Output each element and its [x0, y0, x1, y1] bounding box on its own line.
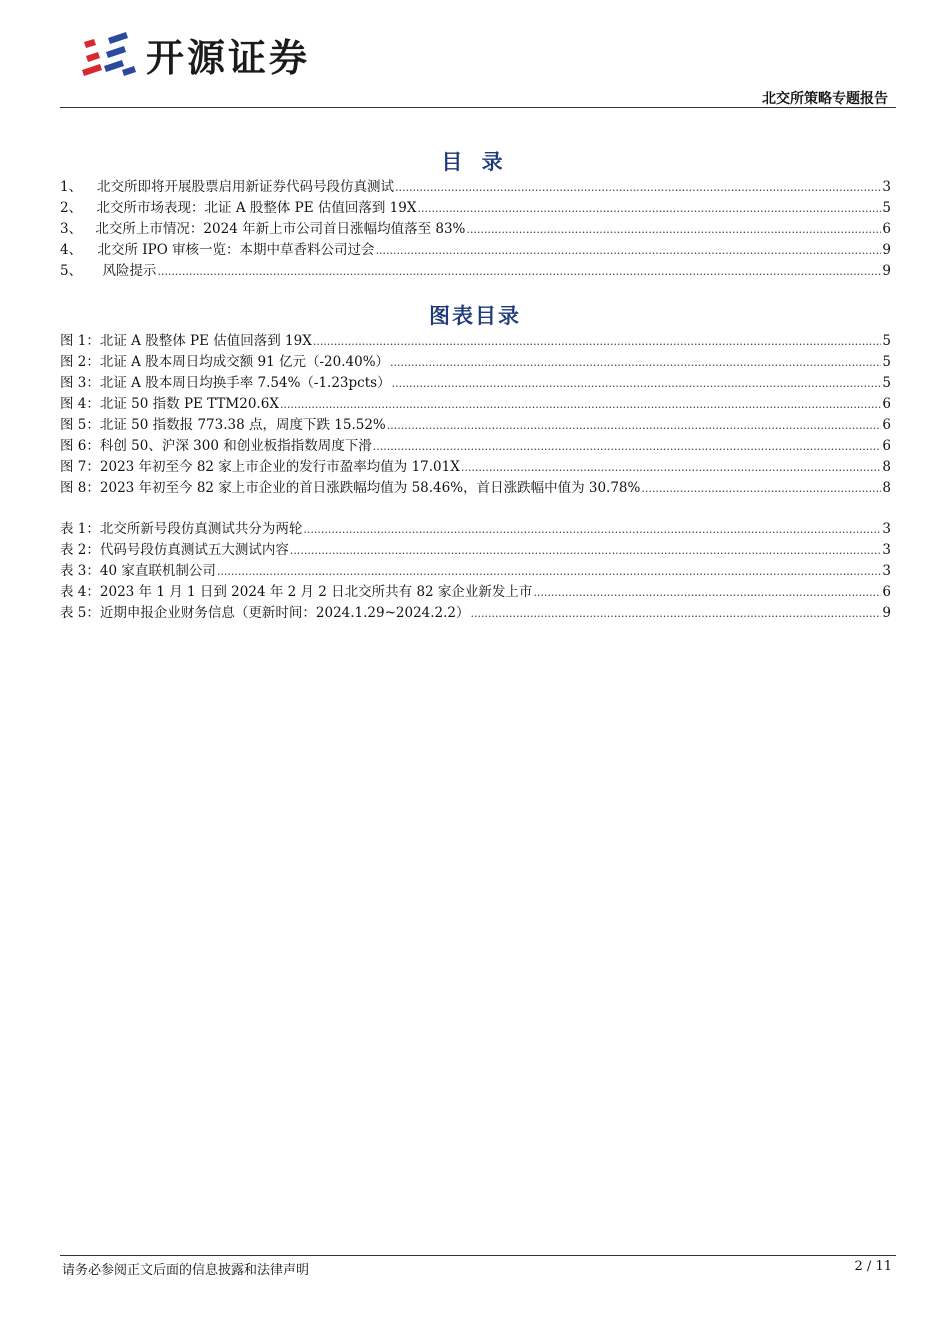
dot-leader — [387, 419, 882, 432]
entry-number: 表 2： — [60, 542, 100, 558]
toc-title: 目 录 — [441, 150, 509, 174]
entry-number: 图 3： — [60, 375, 100, 391]
toc-entry[interactable] — [60, 175, 891, 196]
entry-page-number: 5 — [882, 333, 891, 349]
entry-page-number: 6 — [882, 221, 891, 237]
figure-table-entry[interactable] — [60, 371, 891, 392]
dot-leader — [217, 565, 882, 578]
footer-disclaimer: 请务必参阅正文后面的信息披露和法律声明 — [62, 1263, 310, 1278]
figure-table-entry[interactable] — [60, 559, 891, 580]
figure-table-entry[interactable] — [60, 455, 891, 476]
logo-text: 开源证券 — [146, 35, 311, 80]
entry-page-number: 5 — [882, 354, 891, 370]
entry-number: 图 8： — [60, 480, 100, 496]
entry-number: 表 1： — [60, 521, 100, 537]
entry-label: 北交所市场表现：北证 A 股整体 PE 估值回落到 19X — [96, 200, 417, 216]
entry-label: 2023 年 1 月 1 日到 2024 年 2 月 2 日北交所共有 82 家企业新发上市 — [99, 584, 533, 600]
entry-page-number: 3 — [882, 542, 891, 558]
figure-table-entry[interactable] — [60, 413, 891, 434]
logo-mark-icon — [78, 26, 138, 82]
company-logo — [78, 26, 310, 82]
entry-number: 4、 — [60, 242, 83, 258]
figure-table-entry[interactable] — [60, 434, 891, 455]
entry-number: 表 3： — [60, 563, 100, 579]
toc-entry[interactable] — [60, 238, 891, 259]
entry-label: 40 家直联机制公司 — [99, 563, 216, 579]
entry-number: 图 7： — [60, 459, 100, 475]
dot-leader — [533, 586, 881, 599]
header-divider — [60, 107, 896, 108]
entry-label: 北交所 IPO 审核一览：本期中草香料公司过会 — [97, 242, 375, 258]
dot-leader — [461, 461, 882, 474]
figure-table-entry[interactable] — [60, 538, 891, 559]
entry-label: 北交所新号段仿真测试共分为两轮 — [99, 521, 303, 537]
entry-page-number: 6 — [882, 438, 891, 454]
footer-divider — [60, 1255, 896, 1256]
entry-number: 图 2： — [60, 354, 100, 370]
entry-page-number: 8 — [882, 459, 891, 475]
figure-table-entry[interactable] — [60, 517, 891, 538]
dot-leader — [471, 607, 882, 620]
figures-list — [60, 329, 891, 497]
entry-label: 北证 50 指数 PE TTM20.6X — [99, 396, 279, 412]
toc-entry[interactable] — [60, 196, 891, 217]
figure-table-entry[interactable] — [60, 329, 891, 350]
dot-leader — [280, 398, 881, 411]
entry-page-number: 9 — [882, 263, 891, 279]
figure-table-entry[interactable] — [60, 476, 891, 497]
entry-number: 3、 — [60, 221, 83, 237]
dot-leader — [395, 181, 881, 194]
entry-label: 北证 A 股本周日均换手率 7.54%（-1.23pcts） — [99, 375, 391, 391]
entry-page-number: 9 — [882, 605, 891, 621]
entry-number: 图 4： — [60, 396, 100, 412]
figure-table-entry[interactable] — [60, 601, 891, 622]
page-indicator: 2 / 11 — [854, 1259, 892, 1274]
entry-page-number: 6 — [882, 396, 891, 412]
entry-label: 2023 年初至今 82 家上市企业的发行市盈率均值为 17.01X — [99, 459, 460, 475]
entry-page-number: 6 — [882, 417, 891, 433]
entry-label: 北证 A 股本周日均成交额 91 亿元（-20.40%） — [99, 354, 390, 370]
toc-list — [60, 175, 891, 280]
figure-table-entry[interactable] — [60, 350, 891, 371]
entry-number: 2、 — [60, 200, 83, 216]
figure-table-entry[interactable] — [60, 392, 891, 413]
entry-label: 2023 年初至今 82 家上市企业的首日涨跌幅均值为 58.46%，首日涨跌幅中值为 30.78% — [99, 480, 641, 496]
dot-leader — [313, 335, 882, 348]
entry-label: 风险提示 — [102, 263, 157, 279]
entry-label: 北交所上市情况：2024 年新上市公司首日涨幅均值落至 83% — [95, 221, 466, 237]
entry-label: 科创 50、沪深 300 和创业板指指数周度下滑 — [99, 438, 372, 454]
dot-leader — [641, 482, 881, 495]
dot-leader — [376, 244, 882, 257]
tables-list — [60, 517, 891, 622]
entry-number: 表 5： — [60, 605, 100, 621]
entry-page-number: 9 — [882, 242, 891, 258]
dot-leader — [157, 265, 881, 278]
entry-label: 北交所即将开展股票启用新证券代码号段仿真测试 — [97, 179, 395, 195]
dot-leader — [303, 523, 881, 536]
entry-page-number: 6 — [882, 584, 891, 600]
entry-label: 代码号段仿真测试五大测试内容 — [99, 542, 289, 558]
report-type-label: 北交所策略专题报告 — [762, 91, 888, 107]
dot-leader — [290, 544, 882, 557]
dot-leader — [466, 223, 881, 236]
toc-entry[interactable] — [60, 259, 891, 280]
entry-number: 图 5： — [60, 417, 100, 433]
entry-number: 图 6： — [60, 438, 100, 454]
figure-table-entry[interactable] — [60, 580, 891, 601]
entry-page-number: 5 — [882, 200, 891, 216]
entry-page-number: 3 — [882, 179, 891, 195]
entry-number: 5、 — [60, 263, 83, 279]
page-header — [0, 0, 950, 110]
figures-toc-title: 图表目录 — [429, 304, 521, 328]
entry-number: 表 4： — [60, 584, 100, 600]
entry-label: 北证 50 指数报 773.38 点，周度下跌 15.52% — [99, 417, 386, 433]
dot-leader — [392, 377, 882, 390]
entry-label: 近期申报企业财务信息（更新时间：2024.1.29~2024.2.2） — [99, 605, 470, 621]
entry-number: 1、 — [60, 179, 83, 195]
entry-page-number: 8 — [882, 480, 891, 496]
entry-label: 北证 A 股整体 PE 估值回落到 19X — [99, 333, 312, 349]
entry-page-number: 3 — [882, 521, 891, 537]
entry-page-number: 3 — [882, 563, 891, 579]
entry-number: 图 1： — [60, 333, 100, 349]
entry-page-number: 5 — [882, 375, 891, 391]
dot-leader — [373, 440, 882, 453]
dot-leader — [417, 202, 881, 215]
toc-entry[interactable] — [60, 217, 891, 238]
dot-leader — [390, 356, 881, 369]
